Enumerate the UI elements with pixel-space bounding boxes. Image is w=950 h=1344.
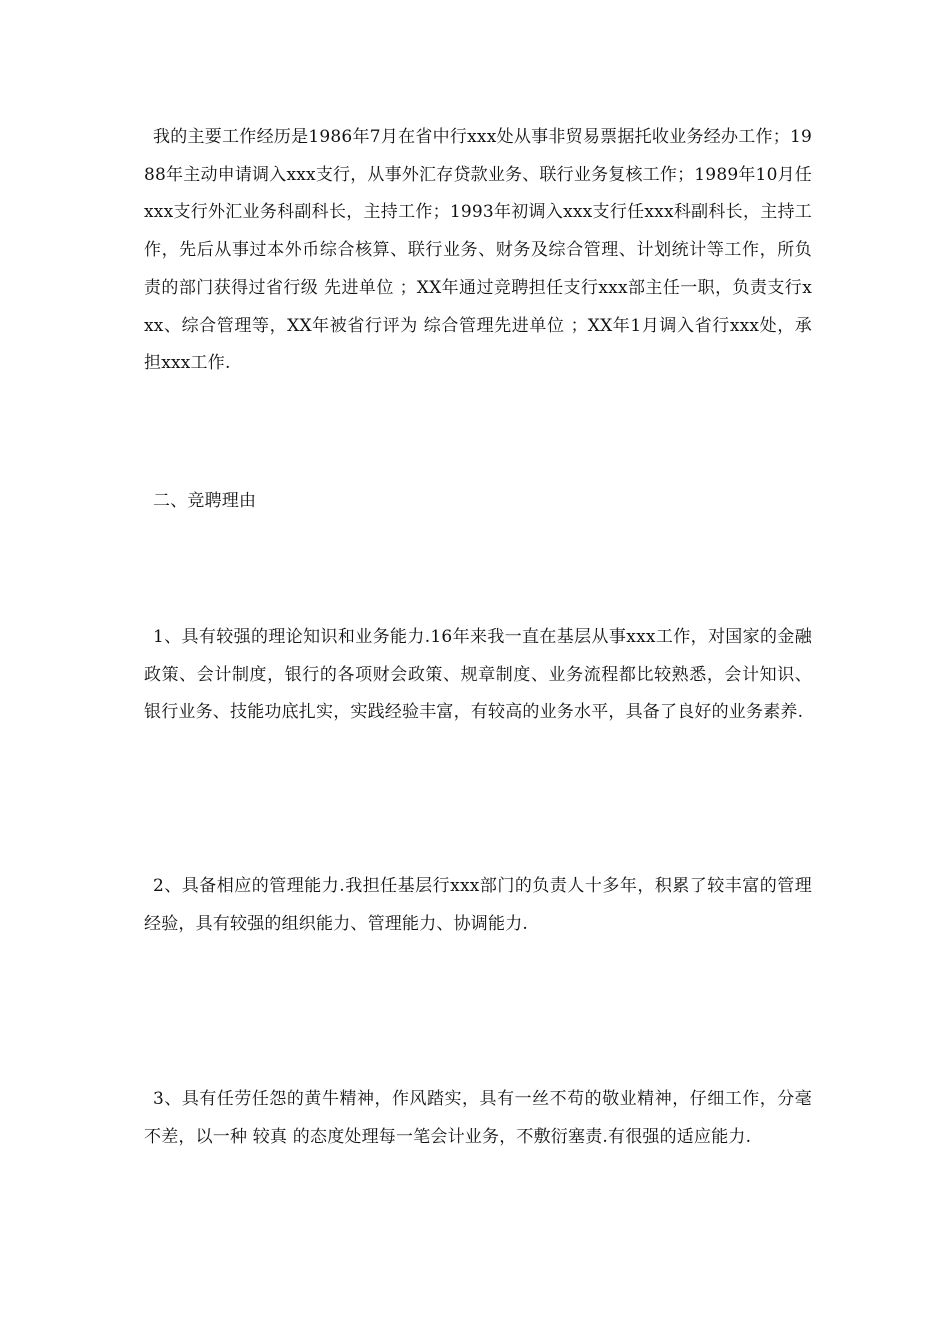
reason-paragraph-3: 3、具有任劳任怨的黄牛精神，作风踏实，具有一丝不苟的敬业精神，仔细工作，分毫不差，以一种 较真 的态度处理每一笔会计业务，不敷衍塞责.有很强的适应能力.: [144, 1089, 812, 1147]
reason-paragraph-2: 2、具备相应的管理能力.我担任基层行xxx部门的负责人十多年，积累了较丰富的管理经验，具有较强的组织能力、管理能力、协调能力.: [144, 876, 812, 934]
reason-paragraph-1: 1、具有较强的理论知识和业务能力.16年来我一直在基层从事xxx工作，对国家的金融政策、会计制度，银行的各项财会政策、规章制度、业务流程都比较熟悉，会计知识、银行业务、技能功底扎实，实践经验丰富，有较高的业务水平，具备了良好的业务素养.: [144, 627, 812, 723]
section-heading: 二、竞聘理由: [153, 491, 257, 511]
work-experience-paragraph: 我的主要工作经历是1986年7月在省中行xxx处从事非贸易票据托收业务经办工作；1988年主动申请调入xxx支行，从事外汇存贷款业务、联行业务复核工作；1989年10月任xxx支行外汇业务科副科长，主持工作；1993年初调入xxx支行任xxx科副科长，主持工作，先后从事过本外币综合核算、联行业务、财务及综合管理、计划统计等工作，所负责的部门获得过省行级 先进单位 ；XX年通过竞聘担任支行xxx部主任一职，负责支行xxx、综合管理等，XX年被省行评为 综合管理先进单位 ；XX年1月调入省行xxx处，承担xxx工作.: [144, 127, 812, 374]
